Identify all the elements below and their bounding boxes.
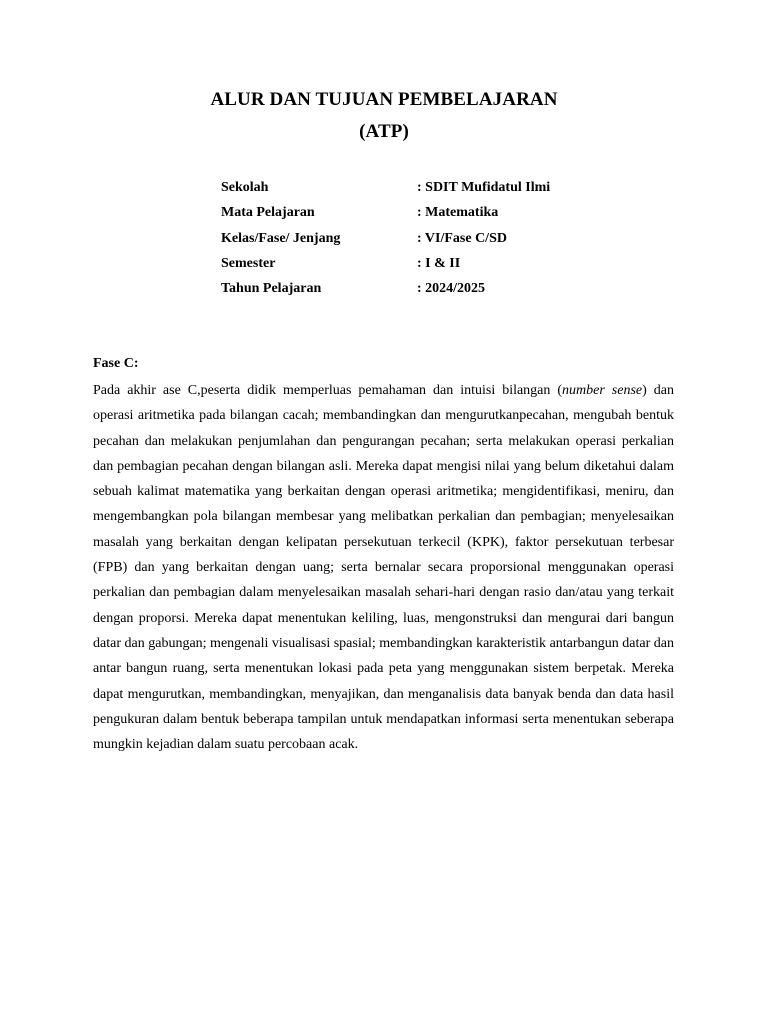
info-value: : SDIT Mufidatul Ilmi bbox=[417, 180, 551, 195]
info-value: : I & II bbox=[417, 255, 461, 271]
info-label: Mata Pelajaran bbox=[221, 205, 315, 221]
document-title: ALUR DAN TUJUAN PEMBELAJARAN bbox=[210, 89, 558, 110]
info-label: Sekolah bbox=[221, 180, 269, 195]
info-value: : VI/Fase C/SD bbox=[417, 230, 507, 246]
paragraph-italic-term: number sense bbox=[562, 383, 643, 398]
paragraph-text-rest: ) dan operasi aritmetika pada bilangan cacah; membandingkan dan mengurutkanpecahan, mengubah bentuk pecahan dan melakukan penjumlahan dan pengurangan pecahan; serta melakukan operasi perkalian dan pembagian pecahan dengan bilangan asli. Mereka dapat mengisi nilai yang belum diketahui dalam sebuah kalimat matematika yang berkaitan dengan operasi aritmetika; mengidentifikasi, meniru, dan mengembangkan pola bilangan membesar yang melibatkan perkalian dan pembagian; menyelesaikan masalah yang berkaitan dengan kelipatan persekutuan terkecil (KPK), faktor persekutuan terbesar (FPB) dan yang berkaitan dengan uang; serta bernalar secara proporsional menggunakan operasi perkalian dan pembagian dalam menyelesaikan masalah sehari-hari dengan rasio dan/atau yang terkait dengan proporsi. Mereka dapat menentukan keliling, luas, mengonstruksi dan mengurai dari bangun datar dan gabungan; mengenali visualisasi spasial; membandingkan karakteristik antarbangun datar dan antar bangun ruang, serta menentukan lokasi pada peta yang menggunakan sistem berpetak. Mereka dapat mengurutkan, membandingkan, menyajikan, dan menganalisis data banyak benda dan data hasil pengukuran dalam bentuk beberapa tampilan untuk mendapatkan informasi serta menentukan seberapa mungkin kejadian dalam suatu percobaan acak. bbox=[93, 383, 674, 753]
paragraph-text-start: Pada akhir ase C,peserta didik memperluas pemahaman dan intuisi bilangan ( bbox=[93, 383, 563, 398]
info-label: Tahun Pelajaran bbox=[221, 281, 322, 297]
body-paragraph bbox=[93, 378, 674, 757]
section-heading: Fase C: bbox=[93, 356, 139, 371]
info-value: : Matematika bbox=[417, 205, 499, 221]
info-value: : 2024/2025 bbox=[417, 281, 486, 297]
info-label: Semester bbox=[221, 255, 276, 271]
document-subtitle: (ATP) bbox=[359, 121, 409, 142]
info-label: Kelas/Fase/ Jenjang bbox=[221, 230, 341, 246]
